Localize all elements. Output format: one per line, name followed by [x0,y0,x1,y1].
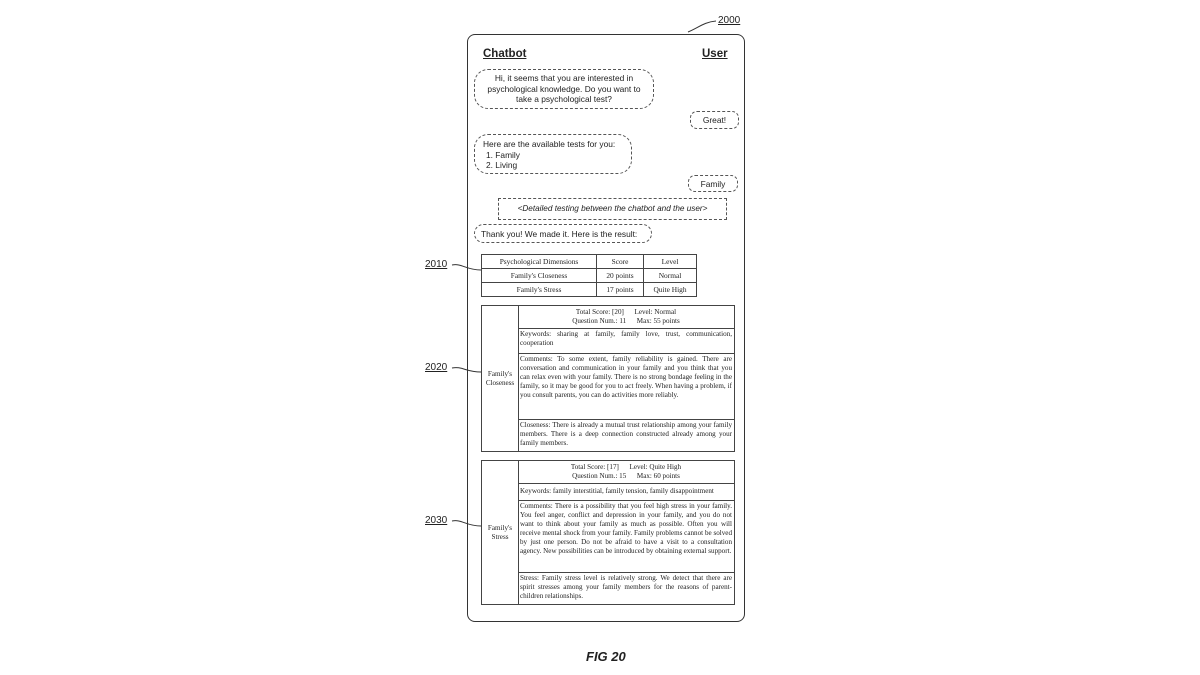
chatbot-header: Chatbot [483,48,527,60]
stress-total-line1: Total Score: [17] Level: Quite High [570,463,682,471]
test-list-item-living: 2. Living [486,160,518,170]
ref-2000: 2000 [718,15,741,26]
stress-keywords: Keywords: family interstitial, family tension, family disappointment [518,484,734,501]
user-reply-family-text: Family [700,179,726,189]
table-row [482,283,697,297]
detailed-testing-note-text: <Detailed testing between the chatbot and the user> [517,204,708,213]
stress-label [482,461,519,604]
test-list-intro: Here are the available tests for you: [483,139,616,149]
table-row [482,269,697,283]
table-cell: Normal [644,269,697,283]
score-table [481,254,697,297]
user-reply-great[interactable] [690,111,739,129]
table-cell: 20 points [597,269,644,283]
score-table-header: Score [597,255,644,269]
figure-caption: FIG 20 [586,649,626,664]
detailed-testing-note [498,198,727,220]
closeness-total [518,306,734,329]
table-cell: Family's Stress [482,283,597,297]
closeness-summary: Closeness: There is already a mutual trust relationship among your family members. There is a deep connection constructed already among your family members. [520,421,732,447]
stress-label-line1: Family's [487,523,513,532]
stress-total-line2: Question Num.: 15 Max: 60 points [572,471,680,480]
chatbot-message-offer-test-text: Hi, it seems that you are interested in psychological knowledge. Do you want to take a psychological test? [487,73,641,104]
chatbot-message-test-list [474,134,632,174]
stress-label-line2: Stress [491,532,509,541]
closeness-total-line2: Question Num.: 11 Max: 55 points [572,316,680,325]
closeness-comments: Comments: To some extent, family reliability is gained. There are conversation and communication in your family and you think that you can relax even with your family. There is no strong bondage feeling in the family, so it may be good for you to act freely. When having a problem, if you consult parents, you can do activities more reliably. [518,354,734,420]
test-list-item-family: 1. Family [486,149,520,160]
stress-detail-box [481,460,735,605]
closeness-total-line1: Total Score: [20] Level: Normal [575,308,677,316]
score-table-header: Level [644,255,697,269]
ref-2020: 2020 [425,362,448,373]
table-cell: Family's Closeness [482,269,597,283]
closeness-label [482,306,519,451]
chatbot-message-result [474,224,652,243]
score-table-header: Psychological Dimensions [482,255,597,269]
table-cell: Quite High [644,283,697,297]
user-header: User [702,48,728,60]
user-reply-family[interactable] [688,175,738,192]
table-cell: 17 points [597,283,644,297]
ref-2010: 2010 [425,259,448,270]
closeness-label-line1: Family's [487,369,513,378]
ref-2030: 2030 [425,515,448,526]
chatbot-message-result-text: Thank you! We made it. Here is the result: [481,229,638,239]
stress-summary: Stress: Family stress level is relatively strong. We detect that there are spirit stresses among your family members for the reasons of parent-children relationships. [520,574,732,600]
closeness-keywords: Keywords: sharing at family, family love, trust, communication, cooperation [518,329,734,354]
closeness-detail-box [481,305,735,452]
user-reply-great-text: Great! [702,115,727,125]
closeness-label-line2: Closeness [485,378,515,387]
chatbot-message-offer-test [474,69,654,109]
stress-comments: Comments: There is a possibility that you feel high stress in your family. You feel anger, conflict and depression in your family, and you do not want to think about your family as much as possible. Often you will receive mental shock from your family. Family problems cannot be solved by just one person. Do not be afraid to have a visit to a consultation agency. New possibilities can be introduced by obtaining external support. [518,501,734,573]
stress-total [518,461,734,484]
score-table-header-row [482,255,697,269]
